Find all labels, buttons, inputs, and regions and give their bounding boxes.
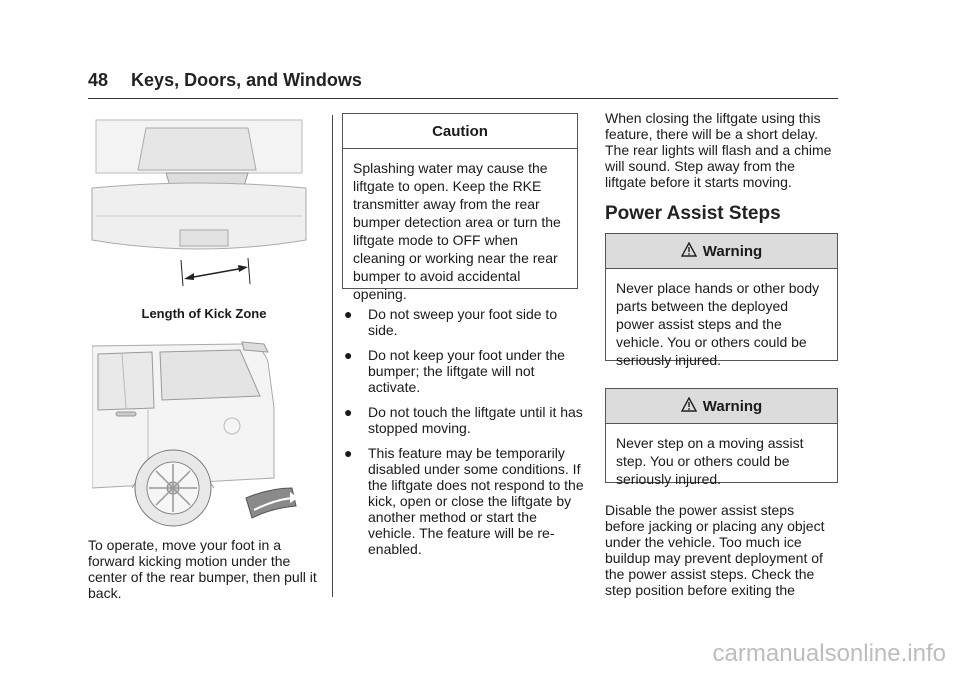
warning-box-hands xyxy=(605,233,838,368)
kick-tips-list xyxy=(344,306,584,566)
warning-text: Never place hands or other body parts between the deployed power assist steps and the vehicle. You or others could be seriously injured. xyxy=(616,280,820,368)
list-item-text: Do not sweep your foot side to side. xyxy=(368,306,558,338)
kick-gesture-illustration xyxy=(92,338,310,528)
figure-caption: Length of Kick Zone xyxy=(141,306,267,321)
caution-title: Caution xyxy=(343,114,577,149)
section-title: Keys, Doors, and Windows xyxy=(131,70,362,90)
closing-paragraph: When closing the liftgate using this feature, there will be a short delay. The rear lights will flash and a chime will sound. Step away from the liftgate before it starts moving. xyxy=(605,110,832,190)
bullet-marker: ● xyxy=(344,306,353,322)
list-item xyxy=(344,306,584,338)
caution-box xyxy=(342,113,578,302)
disable-steps-paragraph: Disable the power assist steps before jacking or placing any object under the vehicle. Too much ice buildup may prevent deployment of the power assist steps. Check the step position before exiting the xyxy=(605,502,825,598)
watermark: carmanualsonline.info xyxy=(712,640,946,667)
warning-title-bar xyxy=(606,389,837,424)
kick-zone-illustration xyxy=(88,118,310,290)
warning-title-bar xyxy=(606,234,837,269)
list-item xyxy=(344,445,584,557)
warning-text: Never step on a moving assist step. You or others could be seriously injured. xyxy=(616,435,804,487)
header-rule xyxy=(88,98,838,99)
list-item-text: This feature may be temporarily disabled under some conditions. If the liftgate does not respond to the kick, open or close the liftgate by another method or start the vehicle. The feature will be re-enabled. xyxy=(368,445,584,557)
section-heading: Power Assist Steps xyxy=(605,203,781,224)
list-item-text: Do not keep your foot under the bumper; the liftgate will not activate. xyxy=(368,347,565,395)
warning-title: Warning xyxy=(702,242,763,260)
list-item xyxy=(344,404,584,436)
bullet-marker: ● xyxy=(344,404,353,420)
page-number: 48 xyxy=(88,70,109,90)
bullet-marker: ● xyxy=(344,347,353,363)
page-header xyxy=(88,70,838,91)
warning-title: Warning xyxy=(702,397,763,415)
warning-triangle-icon xyxy=(681,242,697,261)
warning-triangle-icon xyxy=(681,397,697,416)
caution-text: Splashing water may cause the liftgate to open. Keep the RKE transmitter away from the rear bumper detection area or turn the liftgate mode to OFF when cleaning or working near the rear bumper to avoid accidental opening. xyxy=(353,160,561,302)
operate-paragraph: To operate, move your foot in a forward kicking motion under the center of the rear bumper, then pull it back. xyxy=(88,537,317,601)
warning-box-step xyxy=(605,388,838,487)
list-item xyxy=(344,347,584,395)
list-item-text: Do not touch the liftgate until it has stopped moving. xyxy=(368,404,583,436)
bullet-marker: ● xyxy=(344,445,353,461)
column-divider xyxy=(332,115,333,597)
